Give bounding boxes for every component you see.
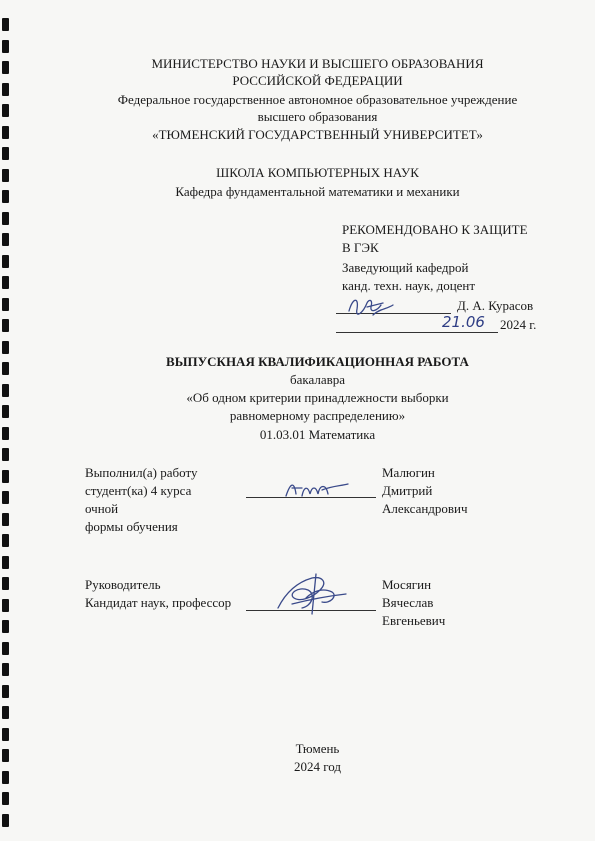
- binding-hole: [2, 190, 9, 203]
- footer-city: Тюмень: [295, 741, 340, 756]
- binding-hole: [2, 169, 9, 182]
- binding-hole: [2, 255, 9, 268]
- approval-year: 2024 г.: [500, 317, 537, 332]
- student-name-line-3: Александрович: [382, 501, 468, 516]
- binding-hole: [2, 577, 9, 590]
- approval-heading-line-1: РЕКОМЕНДОВАНО К ЗАЩИТЕ: [342, 222, 528, 237]
- binding-hole: [2, 556, 9, 569]
- supervisor-label-line-2: Кандидат наук, профессор: [85, 595, 232, 610]
- binding-hole: [2, 491, 9, 504]
- student-label-line-4: формы обучения: [85, 519, 178, 534]
- binding-hole: [2, 663, 9, 676]
- ministry-line-1: МИНИСТЕРСТВО НАУКИ И ВЫСШЕГО ОБРАЗОВАНИЯ: [151, 56, 484, 71]
- binding-hole: [2, 470, 9, 483]
- supervisor-name-line-1: Мосягин: [382, 577, 432, 592]
- binding-hole: [2, 276, 9, 289]
- binding-hole: [2, 126, 9, 139]
- binding-hole: [2, 147, 9, 160]
- binding-hole: [2, 814, 9, 827]
- binding-hole: [2, 40, 9, 53]
- supervisor-name-line-2: Вячеслав: [382, 595, 434, 610]
- binding-hole: [2, 599, 9, 612]
- approval-date-handwritten: 21.06: [442, 313, 485, 331]
- binding-hole: [2, 319, 9, 332]
- student-label-line-1: Выполнил(а) работу: [85, 465, 198, 480]
- department-name: Кафедра фундаментальной математики и механики: [175, 184, 460, 199]
- binding-hole: [2, 534, 9, 547]
- approval-heading-line-2: В ГЭК: [342, 240, 379, 255]
- approval-name: Д. А. Курасов: [457, 298, 534, 313]
- binding-hole: [2, 728, 9, 741]
- supervisor-label-line-1: Руководитель: [85, 577, 161, 592]
- binding-hole: [2, 18, 9, 31]
- binding-holes: [0, 0, 14, 841]
- binding-hole: [2, 706, 9, 719]
- supervisor-signature: [272, 568, 352, 618]
- work-level: бакалавра: [289, 372, 346, 387]
- binding-hole: [2, 233, 9, 246]
- work-topic-line-1: «Об одном критерии принадлежности выборки: [186, 390, 449, 405]
- binding-hole: [2, 427, 9, 440]
- binding-hole: [2, 61, 9, 74]
- binding-hole: [2, 642, 9, 655]
- binding-hole: [2, 362, 9, 375]
- approval-position: Заведующий кафедрой: [342, 260, 469, 275]
- binding-hole: [2, 384, 9, 397]
- head-of-department-signature: [343, 293, 403, 323]
- binding-hole: [2, 405, 9, 418]
- ministry-line-2: РОССИЙСКОЙ ФЕДЕРАЦИИ: [232, 73, 403, 88]
- approval-date-line: [336, 332, 498, 333]
- binding-hole: [2, 298, 9, 311]
- binding-hole: [2, 771, 9, 784]
- student-label-line-3: очной: [85, 501, 119, 516]
- work-topic-line-2: равномерному распределению»: [229, 408, 406, 423]
- binding-hole: [2, 685, 9, 698]
- binding-hole: [2, 749, 9, 762]
- approval-degree: канд. техн. наук, доцент: [342, 278, 476, 293]
- student-name-line-1: Малюгин: [382, 465, 435, 480]
- work-title: ВЫПУСКНАЯ КВАЛИФИКАЦИОННАЯ РАБОТА: [166, 354, 469, 369]
- binding-hole: [2, 792, 9, 805]
- student-label-line-2: студент(ка) 4 курса: [85, 483, 192, 498]
- student-name-line-2: Дмитрий: [382, 483, 433, 498]
- binding-hole: [2, 104, 9, 117]
- university-name: «ТЮМЕНСКИЙ ГОСУДАРСТВЕННЫЙ УНИВЕРСИТЕТ»: [152, 127, 483, 142]
- binding-hole: [2, 620, 9, 633]
- footer-year: 2024 год: [294, 759, 341, 774]
- binding-hole: [2, 341, 9, 354]
- work-specialty: 01.03.01 Математика: [259, 427, 376, 442]
- institution-line-2: высшего образования: [257, 109, 378, 124]
- student-signature: [282, 476, 352, 502]
- supervisor-name-line-3: Евгеньевич: [382, 613, 446, 628]
- institution-line-1: Федеральное государственное автономное образовательное учреждение: [117, 92, 518, 107]
- binding-hole: [2, 212, 9, 225]
- binding-hole: [2, 83, 9, 96]
- binding-hole: [2, 448, 9, 461]
- binding-hole: [2, 513, 9, 526]
- school-name: ШКОЛА КОМПЬЮТЕРНЫХ НАУК: [216, 165, 419, 180]
